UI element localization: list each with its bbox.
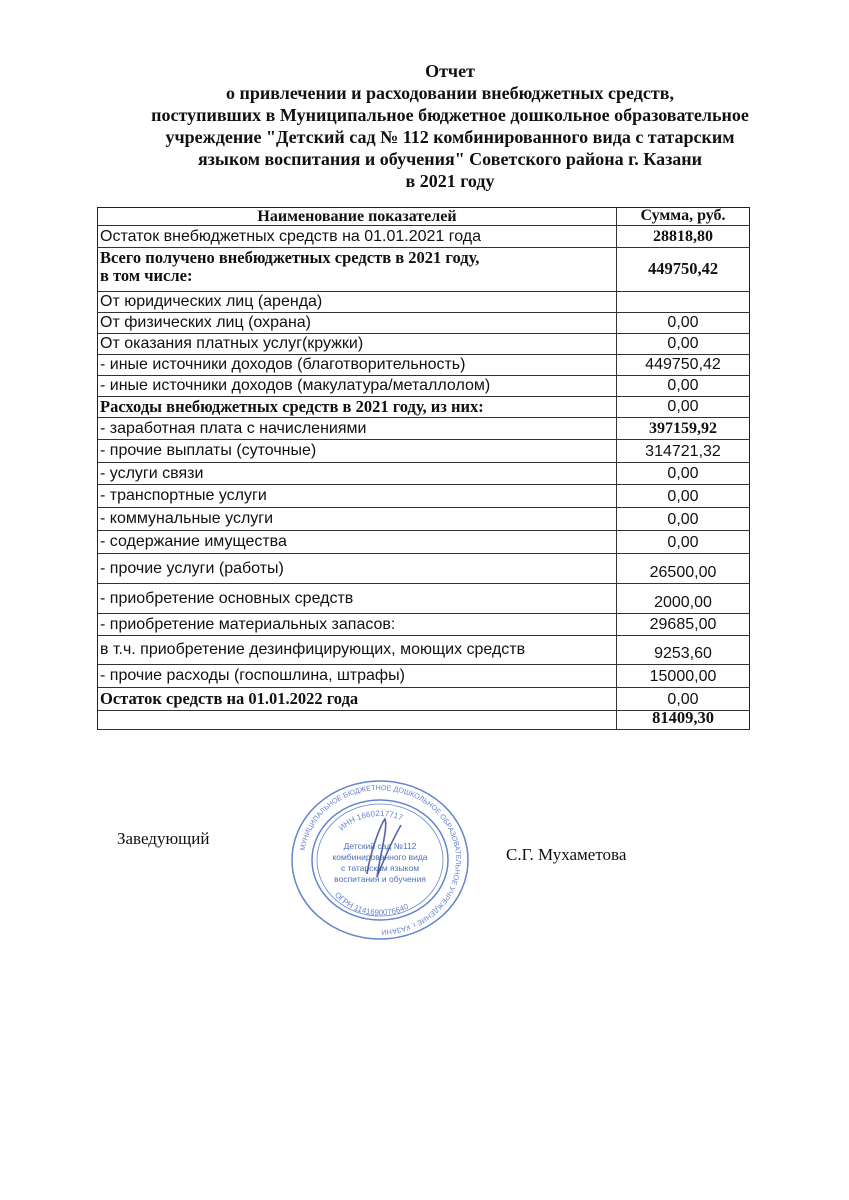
table-row <box>98 463 750 485</box>
stamp-center-line: воспитания и обучения <box>334 874 426 884</box>
row-name: - приобретение основных средств <box>98 584 617 613</box>
stamp-inn-path: ИНН 1660217717 <box>337 809 405 833</box>
row-name-line: в том числе: <box>100 266 193 285</box>
row-name: - прочие услуги (работы) <box>98 554 617 583</box>
row-amount: 449750,42 <box>617 248 750 291</box>
row-name: - прочие выплаты (суточные) <box>98 440 617 462</box>
row-amount: 0,00 <box>617 508 750 530</box>
table-row <box>98 355 750 376</box>
row-amount: 2000,00 <box>617 584 750 613</box>
title-line: языком воспитания и обучения" Советского района г. Казани <box>197 149 703 169</box>
row-name: Остаток внебюджетных средств на 01.01.2021 года <box>98 226 617 247</box>
stamp-center-line: с татарским языком <box>340 863 420 873</box>
table-row <box>98 313 750 334</box>
row-name: - заработная плата с начислениями <box>98 418 617 439</box>
stamp-center-line: Детский сад №112 <box>343 841 417 851</box>
row-amount: 449750,42 <box>617 355 750 375</box>
stamp-ogrn-text <box>333 890 410 917</box>
row-amount: 28818,80 <box>617 226 750 247</box>
table-row <box>98 665 750 688</box>
title-line: в 2021 году <box>405 171 495 191</box>
table-row <box>98 440 750 463</box>
row-amount <box>617 292 750 312</box>
stamp-outer-path: МУНИЦИПАЛЬНОЕ БЮДЖЕТНОЕ ДОШКОЛЬНОЕ ОБРАЗОВАТЕЛЬНОЕ УЧРЕЖДЕНИЕ г. КАЗАНИ <box>297 782 464 938</box>
row-amount: 26500,00 <box>617 554 750 583</box>
row-name: От физических лиц (охрана) <box>98 313 617 333</box>
table-row <box>98 554 750 584</box>
stamp-ogrn-path: ОГРН 1141690076640 <box>332 890 410 918</box>
table-header-row <box>98 208 750 226</box>
table-row <box>98 418 750 440</box>
row-name: От юридических лиц (аренда) <box>98 292 617 312</box>
row-name <box>98 711 617 729</box>
row-name: От оказания платных услуг(кружки) <box>98 334 617 354</box>
table-row <box>98 248 750 292</box>
table-row <box>98 334 750 355</box>
row-amount: 0,00 <box>617 334 750 354</box>
row-amount: 0,00 <box>617 313 750 333</box>
report-table <box>97 207 750 730</box>
report-title <box>100 60 800 192</box>
header-amount: Сумма, руб. <box>617 208 750 225</box>
row-amount: 0,00 <box>617 376 750 396</box>
title-line: учреждение "Детский сад № 112 комбинированного вида с татарским <box>165 127 735 147</box>
row-amount: 9253,60 <box>617 636 750 664</box>
row-name: - содержание имущества <box>98 531 617 553</box>
row-amount: 397159,92 <box>617 418 750 439</box>
table-row <box>98 485 750 508</box>
signer-name: С.Г. Мухаметова <box>506 845 627 864</box>
row-name-line: Всего получено внебюджетных средств в 2021 году, <box>100 248 480 267</box>
row-amount: 314721,32 <box>617 440 750 462</box>
stamp-center-line: комбинированного вида <box>332 852 428 862</box>
row-name: - транспортные услуги <box>98 485 617 507</box>
table-row <box>98 292 750 313</box>
row-amount: 15000,00 <box>617 665 750 687</box>
table-row <box>98 531 750 554</box>
row-amount: 29685,00 <box>617 614 750 635</box>
table-row <box>98 584 750 614</box>
row-amount: 0,00 <box>617 485 750 507</box>
official-stamp <box>289 779 471 942</box>
header-name: Наименование показателей <box>98 208 617 225</box>
row-amount: 81409,30 <box>617 711 750 729</box>
row-name: - иные источники доходов (благотворительность) <box>98 355 617 375</box>
title-line: о привлечении и расходовании внебюджетных средств, <box>226 83 674 103</box>
table-row <box>98 508 750 531</box>
table-row <box>98 226 750 248</box>
row-name <box>98 248 617 291</box>
table-row <box>98 636 750 665</box>
row-name: - услуги связи <box>98 463 617 484</box>
row-name: Расходы внебюджетных средств в 2021 году, из них: <box>98 397 617 417</box>
table-row <box>98 376 750 397</box>
row-name: - приобретение материальных запасов: <box>98 614 617 635</box>
title-line: Отчет <box>425 61 475 81</box>
title-line: поступивших в Муниципальное бюджетное дошкольное образовательное <box>151 105 749 125</box>
signer-role: Заведующий <box>117 829 210 848</box>
row-name: в т.ч. приобретение дезинфицирующих, моющих средств <box>98 636 617 664</box>
row-amount: 0,00 <box>617 397 750 417</box>
row-name: - коммунальные услуги <box>98 508 617 530</box>
row-name: Остаток средств на 01.01.2022 года <box>98 688 617 710</box>
row-amount: 0,00 <box>617 463 750 484</box>
row-name: - прочие расходы (госпошлина, штрафы) <box>98 665 617 687</box>
row-amount: 0,00 <box>617 531 750 553</box>
row-name: - иные источники доходов (макулатура/металлолом) <box>98 376 617 396</box>
row-amount: 0,00 <box>617 688 750 710</box>
table-row <box>98 397 750 418</box>
table-row <box>98 708 750 730</box>
table-row <box>98 614 750 636</box>
